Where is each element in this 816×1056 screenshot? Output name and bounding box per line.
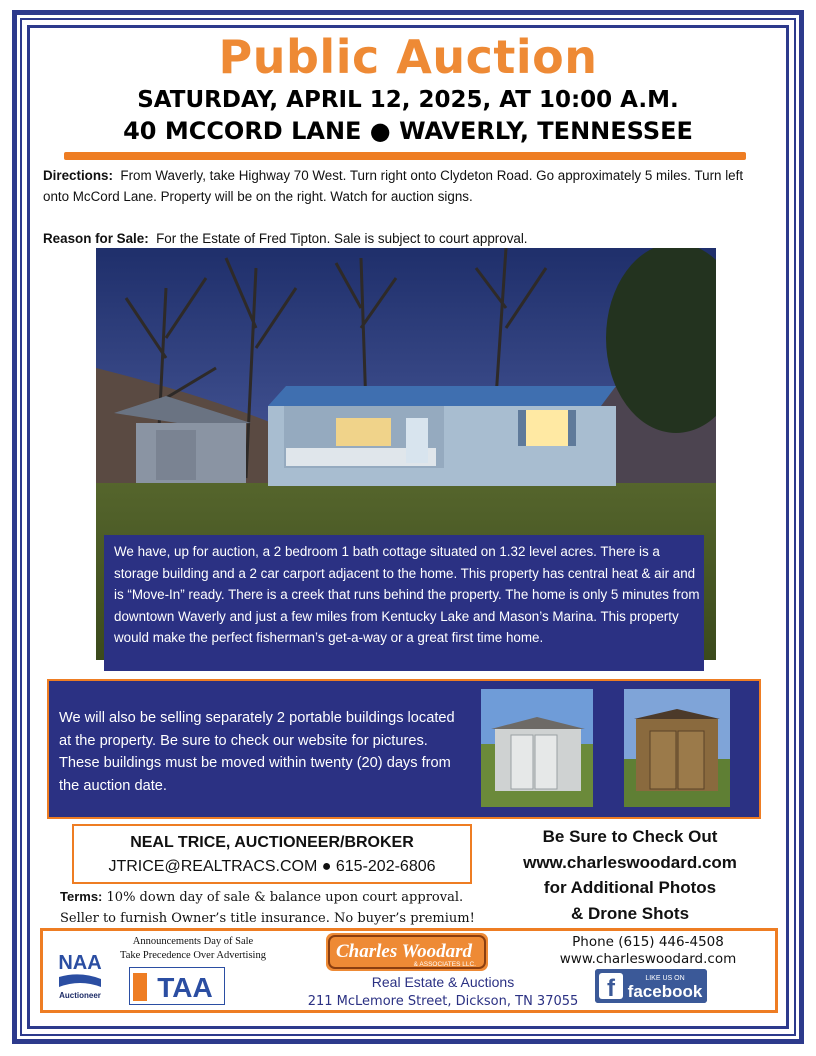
header-divider — [64, 152, 746, 160]
auction-date: SATURDAY, APRIL 12, 2025, AT 10:00 A.M. — [137, 87, 679, 113]
directions-label: Directions: — [43, 168, 113, 183]
logo-sub-text: & ASSOCIATES LLC. — [413, 961, 476, 968]
logo-main-text: Charles Woodard — [336, 941, 473, 962]
directions-text: From Waverly, take Highway 70 West. Turn right onto Clydeton Road. Go approximately 5 miles. Turn left onto McCord Lane. Property will be on the right. Watch for auction signs. — [43, 168, 744, 204]
checkout-line3: for Additional Photos — [543, 878, 717, 897]
directions-paragraph — [43, 165, 753, 207]
auction-address: 40 MCCORD LANE ● WAVERLY, TENNESSEE — [123, 117, 693, 145]
building-photo-2 — [624, 689, 730, 807]
facebook-small-text: LIKE US ON — [645, 975, 685, 982]
announcement-note — [113, 935, 273, 963]
reason-paragraph — [43, 228, 753, 249]
auctioneer-contact — [72, 824, 472, 884]
charles-woodard-logo — [326, 933, 488, 971]
company-phone: Phone (615) 446-4508 — [572, 934, 724, 950]
reason-text: For the Estate of Fred Tipton. Sale is subject to court approval. — [156, 231, 528, 246]
announcement-line2: Take Precedence Over Advertising — [120, 950, 266, 961]
facebook-text: facebook — [627, 982, 703, 1001]
website-callout — [495, 824, 765, 926]
naa-logo — [55, 943, 105, 1001]
naa-logo-text: NAA — [58, 952, 102, 974]
checkout-line1: Be Sure to Check Out — [542, 827, 718, 846]
buildings-panel — [47, 679, 761, 819]
company-info — [283, 973, 603, 1011]
company-contact — [543, 934, 753, 968]
footer-banner — [40, 928, 778, 1013]
company-address: 211 McLemore Street, Dickson, TN 37055 — [307, 994, 579, 1009]
naa-logo-subtext: Auctioneer — [59, 991, 101, 1000]
checkout-line4: & Drone Shots — [570, 903, 690, 923]
announcement-line1: Announcements Day of Sale — [132, 936, 254, 947]
checkout-website-link[interactable]: www.charleswoodard.com — [523, 852, 737, 872]
itaa-logo-text: TAA — [157, 972, 213, 1003]
facebook-badge[interactable] — [595, 969, 707, 1003]
facebook-icon: f — [607, 975, 615, 1002]
itaa-logo — [129, 967, 225, 1005]
company-website[interactable]: www.charleswoodard.com — [559, 951, 737, 967]
reason-label: Reason for Sale: — [43, 231, 149, 246]
terms-line1: 10% down day of sale & balance upon court approval. — [106, 890, 464, 905]
company-line: Real Estate & Auctions — [371, 974, 515, 990]
description-box: We have, up for auction, a 2 bedroom 1 bath cottage situated on 1.32 level acres. There is a storage building and a 2 car carport adjacent to the home. This property has central heat & air and is “Move-In” ready. There is a creek that runs behind the property. The home is only 5 minutes from downtown Waverly and just a few miles from Kentucky Lake and Mason’s Marina. This property would make the perfect fisherman’s get-a-way or a great first time home. — [104, 535, 704, 671]
terms — [60, 886, 510, 929]
auctioneer-name: NEAL TRICE, AUCTIONEER/BROKER — [130, 834, 414, 851]
auctioneer-email-phone: JTRICE@REALTRACS.COM ● 615-202-6806 — [108, 858, 436, 875]
terms-label: Terms: — [60, 889, 103, 904]
terms-line2: Seller to furnish Owner’s title insurance. No buyer’s premium! — [60, 911, 475, 926]
building-photo-1 — [481, 689, 593, 807]
buildings-note: We will also be selling separately 2 portable buildings located at the property. Be sure to check our website for pictures. These buildings must be moved within twenty (20) days from the auction date. — [59, 710, 455, 794]
page-title: Public Auction — [218, 30, 598, 84]
